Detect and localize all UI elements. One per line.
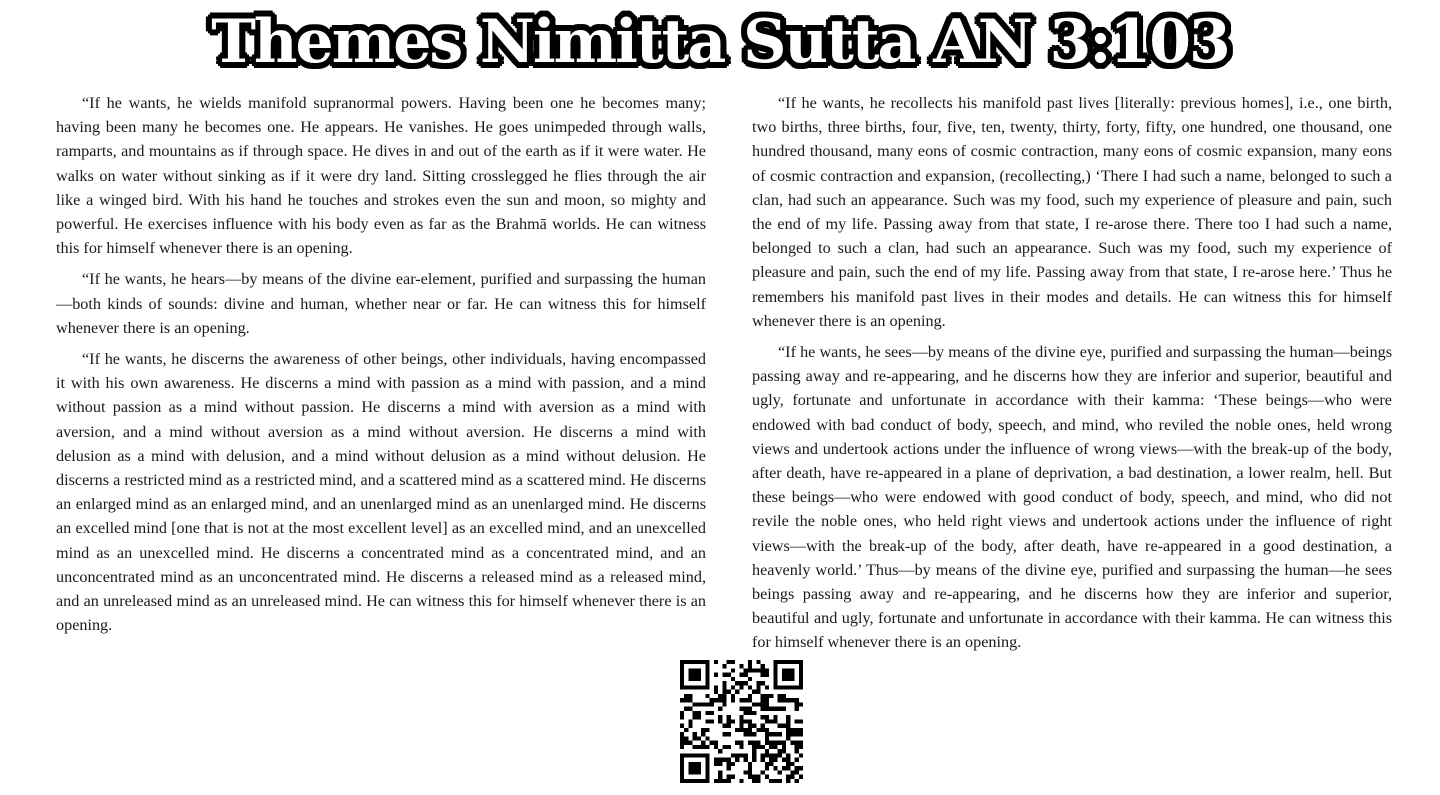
qr-code-icon[interactable]: [680, 660, 803, 783]
paragraph-supranormal-powers: “If he wants, he wields manifold supranormal powers. Having been one he becomes many; having been many he becomes one. He appears. He vanishes. He goes unimpeded through walls, ramparts, and mountains as if through space. He dives in and out of the earth as if it were water. He walks on water without sinking as if it were dry land. Sitting crosslegged he flies through the air like a winged bird. With his hand he touches and strokes even the sun and moon, so mighty and powerful. He exercises influence with his body even as far as the Brahmā worlds. He can witness this for himself whenever there is an opening.: [56, 94, 706, 258]
paragraph-divine-eye: “If he wants, he sees—by means of the divine eye, purified and surpassing the human—beings passing away and re-appearing, and he discerns how they are inferior and superior, beautiful and ugly, fortunate and unfortunate in accordance with their kamma: ‘These beings—who were endowed with bad conduct of body, speech, and mind, who reviled the noble ones, held wrong views and undertook actions under the influence of wrong views—with the break-up of the body, after death, have re-appeared in a plane of deprivation, a bad destination, a lower realm, hell. But these beings—who were endowed with good conduct of body, speech, and mind, who did not revile the noble ones, who held right views and undertook actions under the influence of right views—with the break-up of the body, after death, have re-appeared in a good destination, a heavenly world.’ Thus—by means of the divine eye, purified and surpassing the human—he sees beings passing away and re-appearing, and he discerns how they are inferior and superior, beautiful and ugly, fortunate and unfortunate in accordance with their kamma. He can witness this for himself whenever there is an opening.: [752, 343, 1392, 652]
qr-code-graphic: [680, 660, 803, 783]
right-text-column: [752, 91, 1392, 662]
paragraph-past-lives: “If he wants, he recollects his manifold past lives [literally: previous homes], i.e., one birth, two births, three births, four, five, ten, twenty, thirty, forty, fifty, one hundred, one thousand, one hundred thousand, many eons of cosmic contraction, many eons of cosmic expansion, many eons of cosmic contraction and expansion, (recollecting,) ‘There I had such a name, belonged to such a clan, had such an appearance. Such was my food, such my experience of pleasure and pain, such the end of my life. Passing away from that state, I re-arose there. There too I had such a name, belonged to such a clan, had such an appearance. Such was my food, such my experience of pleasure and pain, such the end of my life. Passing away from that state, I re-arose here.’ Thus he remembers his manifold past lives in their modes and details. He can witness this for himself whenever there is an opening.: [752, 94, 1392, 330]
paragraph-mind-reading: “If he wants, he discerns the awareness of other beings, other individuals, having encompassed it with his own awareness. He discerns a mind with passion as a mind with passion, and a mind without passion as a mind without passion. He discerns a mind with aversion as a mind with aversion, and a mind without aversion as a mind without aversion. He discerns a mind with delusion as a mind with delusion, and a mind without delusion as a mind without delusion. He discerns a restricted mind as a restricted mind, and a scattered mind as a scattered mind. He discerns an enlarged mind as an enlarged mind, and an unenlarged mind as an unenlarged mind. He discerns an excelled mind [one that is not at the most excellent level] as an excelled mind, and an unexcelled mind as an unexcelled mind. He discerns a concentrated mind as a concentrated mind, and an unconcentrated mind as an unconcentrated mind. He discerns a released mind as a released mind, and an unreleased mind as an unreleased mind. He can witness this for himself whenever there is an opening.: [56, 350, 706, 635]
left-text-column: [56, 91, 706, 644]
paragraph-divine-ear: “If he wants, he hears—by means of the divine ear-element, purified and surpassing the human—both kinds of sounds: divine and human, whether near or far. He can witness this for himself whenever there is an opening.: [56, 270, 706, 337]
page-title: Themes Nimitta Sutta AN 3:103: [211, 7, 1229, 77]
